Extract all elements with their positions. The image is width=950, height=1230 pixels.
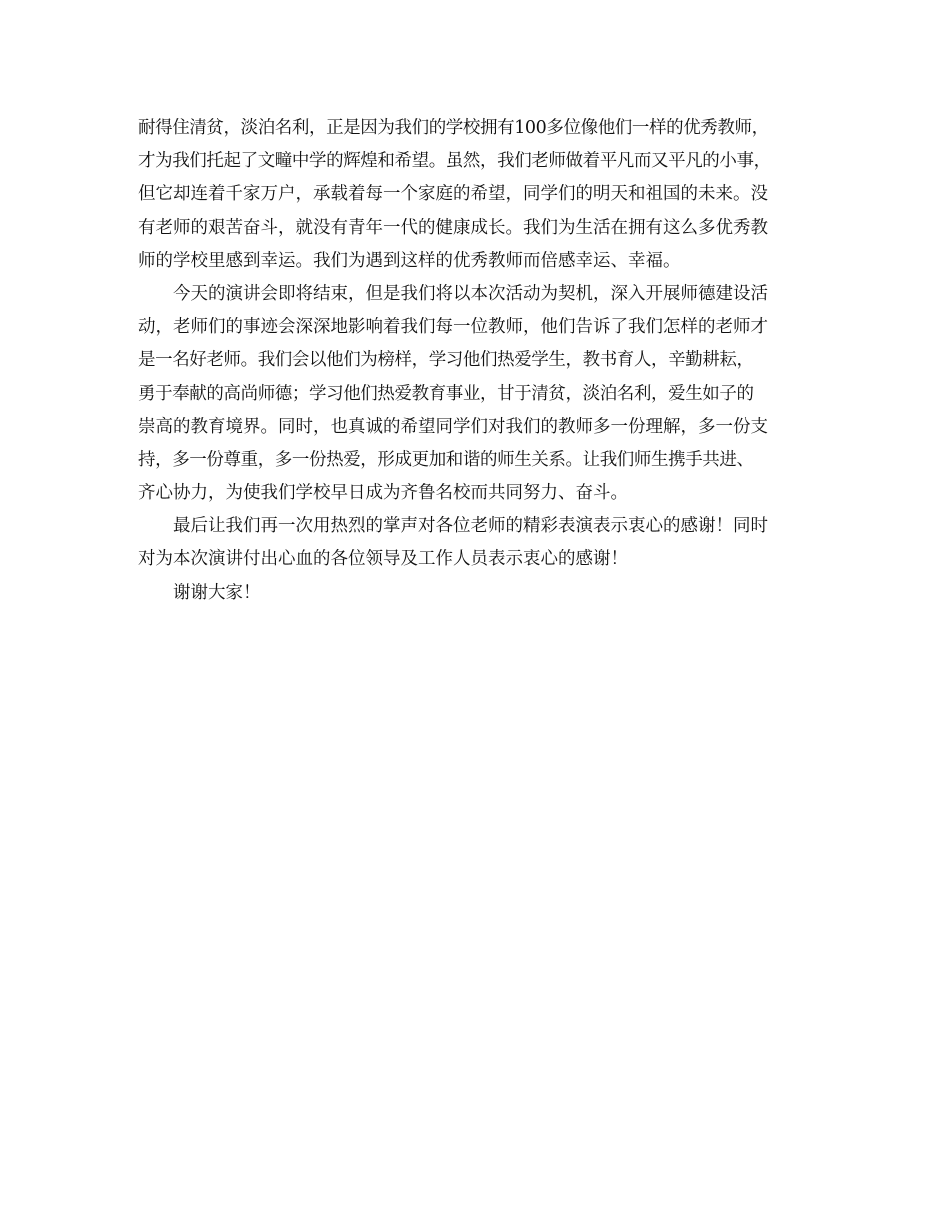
text-line: 今天的演讲会即将结束，但是我们将以本次活动为契机，深入开展师德建设活 <box>173 283 768 304</box>
text-line: 有老师的艰苦奋斗，就没有青年一代的健康成长。我们为生活在拥有这么多优秀教 <box>138 217 768 238</box>
text-line: 才为我们托起了文疃中学的辉煌和希望。虽然，我们老师做着平凡而又平凡的小事， <box>138 151 771 172</box>
text-line: 最后让我们再一次用热烈的掌声对各位老师的精彩表演表示衷心的感谢！同时 <box>173 516 768 537</box>
text-line: 崇高的教育境界。同时，也真诚的希望同学们对我们的教师多一份理解，多一份支 <box>138 416 768 437</box>
text-line: 但它却连着千家万户，承载着每一个家庭的希望，同学们的明天和祖国的未来。没 <box>138 184 768 205</box>
text-line: 谢谢大家！ <box>173 582 261 603</box>
document-body <box>138 112 828 610</box>
text-line: 勇于奉献的高尚师德；学习他们热爱教育事业，甘于清贫，淡泊名利，爱生如子的 <box>138 383 754 404</box>
text-line: 齐心协力，为使我们学校早日成为齐鲁名校而共同努力、奋斗。 <box>138 483 628 504</box>
text-line: 动，老师们的事迹会深深地影响着我们每一位教师，他们告诉了我们怎样的老师才 <box>138 317 768 338</box>
text-line: 对为本次演讲付出心血的各位领导及工作人员表示衷心的感谢！ <box>138 549 628 570</box>
text-line: 持，多一份尊重，多一份热爱，形成更加和谐的师生关系。让我们师生携手共进、 <box>138 449 754 470</box>
text-line: 耐得住清贫，淡泊名利，正是因为我们的学校拥有100多位像他们一样的优秀教师， <box>138 118 769 138</box>
text-line: 是一名好老师。我们会以他们为榜样，学习他们热爱学生，教书育人，辛勤耕耘， <box>138 350 754 371</box>
text-line: 师的学校里感到幸运。我们为遇到这样的优秀教师而倍感幸运、幸福。 <box>138 250 681 271</box>
